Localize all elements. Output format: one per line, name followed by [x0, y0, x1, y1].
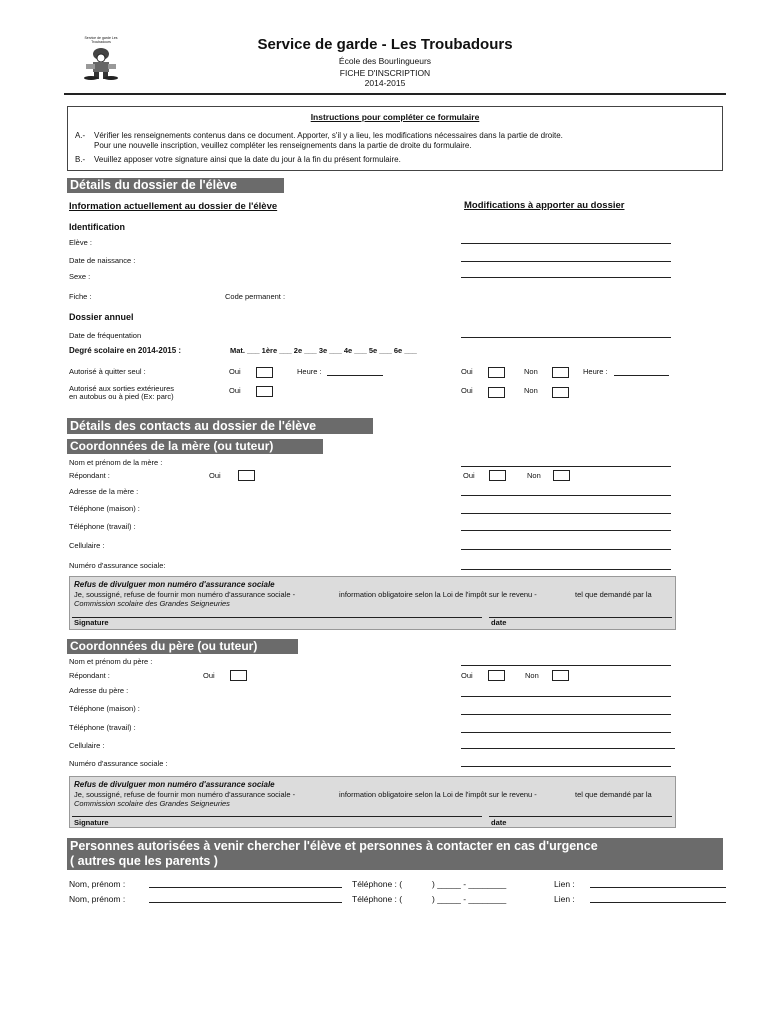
sexe-line[interactable] — [461, 277, 671, 278]
personne1-nom-line[interactable] — [149, 887, 342, 888]
pere-cellulaire-line[interactable] — [461, 748, 675, 749]
pere-band: Coordonnées du père (ou tuteur) — [67, 639, 298, 654]
quitter-label: Autorisé à quitter seul : — [69, 367, 146, 376]
frequentation-label: Date de fréquentation — [69, 331, 142, 340]
pere-nas-line[interactable] — [461, 766, 671, 767]
mere-cellulaire-line[interactable] — [461, 549, 671, 550]
sorties-oui-right-checkbox[interactable] — [488, 387, 505, 398]
pere-oui-checkbox[interactable] — [230, 670, 247, 681]
naissance-label: Date de naissance : — [69, 256, 136, 265]
mere-refus-line1b: information obligatoire selon la Loi de l'impôt sur le revenu - — [339, 590, 537, 599]
quitter-oui-checkbox[interactable] — [256, 367, 273, 378]
pere-non-right-checkbox[interactable] — [552, 670, 569, 681]
mere-tel-maison-label: Téléphone (maison) : — [69, 504, 140, 513]
mere-oui-right-label: Oui — [463, 471, 475, 480]
personne1-nom-label: Nom, prénom : — [69, 879, 126, 889]
sorties-label-2: en autobus ou à pied (Ex: parc) — [69, 392, 174, 401]
pere-tel-maison-label: Téléphone (maison) : — [69, 704, 140, 713]
autorisees-band-line2: ( autres que les parents ) — [70, 854, 218, 868]
pere-refus-title: Refus de divulguer mon numéro d'assurance sociale — [74, 780, 275, 789]
pere-refus-line1c: tel que demandé par la — [575, 790, 652, 799]
mere-repondant-label: Répondant : — [69, 471, 110, 480]
identification-heading: Identification — [69, 222, 125, 232]
quitter-heure-right-label: Heure : — [583, 367, 608, 376]
mere-tel-travail-label: Téléphone (travail) : — [69, 522, 136, 531]
personne2-lien-label: Lien : — [554, 894, 575, 904]
instruction-a-line2: Pour une nouvelle inscription, veuillez compléter les renseignements dans la partie de droite du formulaire. — [94, 141, 472, 150]
personne1-lien-label: Lien : — [554, 879, 575, 889]
pere-date-line[interactable] — [489, 816, 672, 817]
pere-date-label: date — [491, 818, 507, 827]
logo-text: Service de garde Les Troubadours — [84, 36, 118, 44]
mere-cellulaire-label: Cellulaire : — [69, 541, 105, 550]
pere-signature-label: Signature — [74, 818, 109, 827]
quitter-heure-line[interactable] — [327, 375, 383, 376]
mere-signature-label: Signature — [74, 618, 109, 627]
instructions-title: Instructions pour compléter ce formulaire — [310, 112, 480, 122]
logo — [78, 36, 124, 80]
pere-nom-label: Nom et prénom du père : — [69, 657, 153, 666]
mere-oui-right-checkbox[interactable] — [489, 470, 506, 481]
current-info-heading: Information actuellement au dossier de l'élève — [69, 201, 278, 212]
autorisees-band — [67, 838, 723, 870]
school-name: École des Bourlingueurs — [338, 56, 432, 66]
mere-oui-checkbox[interactable] — [238, 470, 255, 481]
mere-signature-line[interactable] — [72, 617, 482, 618]
pere-adresse-line[interactable] — [461, 696, 671, 697]
header-rule — [64, 93, 726, 95]
instruction-a-marker: A.- — [75, 131, 86, 140]
mere-adresse-line[interactable] — [461, 495, 671, 496]
sorties-label-1: Autorisé aux sorties extérieures — [69, 384, 175, 393]
mere-tel-maison-line[interactable] — [461, 513, 671, 514]
modifications-heading: Modifications à apporter au dossier — [464, 200, 625, 211]
contacts-section-band: Détails des contacts au dossier de l'élève — [67, 418, 373, 434]
form-year: 2014-2015 — [364, 78, 406, 88]
mere-date-label: date — [491, 618, 507, 627]
mere-nom-label: Nom et prénom de la mère : — [69, 458, 163, 467]
sorties-non-right-checkbox[interactable] — [552, 387, 569, 398]
pere-tel-travail-line[interactable] — [461, 732, 671, 733]
code-permanent-label: Code permanent : — [225, 292, 286, 301]
instruction-a-line1: Vérifier les renseignements contenus dans ce document. Apporter, s'il y a lieu, les modifications nécessaires dans la partie de droite. — [94, 131, 563, 140]
personne1-lien-line[interactable] — [590, 887, 726, 888]
mere-date-line[interactable] — [489, 617, 672, 618]
dossier-annuel-heading: Dossier annuel — [69, 312, 134, 322]
mere-oui-label: Oui — [209, 471, 221, 480]
degre-label: Degré scolaire en 2014-2015 : — [69, 346, 182, 355]
page-title: Service de garde - Les Troubadours — [257, 36, 513, 53]
quitter-oui-right-checkbox[interactable] — [488, 367, 505, 378]
mere-tel-travail-line[interactable] — [461, 530, 671, 531]
mere-adresse-label: Adresse de la mère : — [69, 487, 139, 496]
mere-nom-line[interactable] — [461, 466, 671, 467]
pere-refus-line1a: Je, soussigné, refuse de fournir mon numéro d'assurance sociale - — [74, 790, 296, 799]
troubadour-icon — [78, 46, 124, 80]
mere-refus-line1c: tel que demandé par la — [575, 590, 652, 599]
personne1-tel-field[interactable]: ) _____ - ________ — [432, 879, 507, 889]
mere-refus-title: Refus de divulguer mon numéro d'assurance sociale — [74, 580, 275, 589]
pere-refus-line2: Commission scolaire des Grandes Seigneuries — [74, 799, 230, 808]
quitter-non-right-label: Non — [524, 367, 538, 376]
pere-nom-line[interactable] — [461, 665, 671, 666]
fiche-label: Fiche : — [69, 292, 92, 301]
pere-oui-label: Oui — [203, 671, 215, 680]
student-section-band: Détails du dossier de l'élève — [67, 178, 284, 193]
personne2-lien-line[interactable] — [590, 902, 726, 903]
sorties-oui-checkbox[interactable] — [256, 386, 273, 397]
pere-refus-line1b: information obligatoire selon la Loi de l'impôt sur le revenu - — [339, 790, 537, 799]
pere-tel-travail-label: Téléphone (travail) : — [69, 723, 136, 732]
personne2-nom-line[interactable] — [149, 902, 342, 903]
quitter-heure-label: Heure : — [297, 367, 322, 376]
mere-nas-label: Numéro d'assurance sociale: — [69, 561, 166, 570]
mere-non-right-checkbox[interactable] — [553, 470, 570, 481]
personne1-tel-label: Téléphone : ( — [352, 879, 403, 889]
mere-band: Coordonnées de la mère (ou tuteur) — [67, 439, 323, 454]
pere-adresse-label: Adresse du père : — [69, 686, 129, 695]
sorties-oui-label: Oui — [229, 386, 241, 395]
degre-options[interactable]: Mat. ___ 1ère ___ 2e ___ 3e ___ 4e ___ 5e ___ 6e ___ — [230, 346, 417, 355]
form-name: FICHE D'INSCRIPTION — [339, 68, 431, 78]
mere-refus-line1a: Je, soussigné, refuse de fournir mon numéro d'assurance sociale - — [74, 590, 296, 599]
sexe-label: Sexe : — [69, 272, 91, 281]
personne2-tel-label: Téléphone : ( — [352, 894, 403, 904]
pere-tel-maison-line[interactable] — [461, 714, 671, 715]
sorties-oui-right-label: Oui — [461, 386, 473, 395]
personne2-nom-label: Nom, prénom : — [69, 894, 126, 904]
pere-non-right-label: Non — [525, 671, 539, 680]
frequentation-line[interactable] — [461, 337, 671, 338]
pere-oui-right-label: Oui — [461, 671, 473, 680]
mere-refus-line2: Commission scolaire des Grandes Seigneuries — [74, 599, 230, 608]
instruction-b-marker: B.- — [75, 155, 86, 164]
sorties-non-right-label: Non — [524, 386, 538, 395]
pere-oui-right-checkbox[interactable] — [488, 670, 505, 681]
eleve-line[interactable] — [461, 243, 671, 244]
mere-non-right-label: Non — [527, 471, 541, 480]
instruction-b-line: Veuillez apposer votre signature ainsi que la date du jour à la fin du présent formulaire. — [94, 155, 401, 164]
pere-cellulaire-label: Cellulaire : — [69, 741, 105, 750]
eleve-label: Elève : — [69, 238, 92, 247]
quitter-oui-right-label: Oui — [461, 367, 473, 376]
quitter-non-right-checkbox[interactable] — [552, 367, 569, 378]
pere-repondant-label: Répondant : — [69, 671, 110, 680]
pere-nas-label: Numéro d'assurance sociale : — [69, 759, 168, 768]
mere-nas-line[interactable] — [461, 569, 671, 570]
naissance-line[interactable] — [461, 261, 671, 262]
pere-signature-line[interactable] — [72, 816, 482, 817]
autorisees-band-line1: Personnes autorisées à venir chercher l'élève et personnes à contacter en cas d'urgence — [70, 839, 598, 853]
quitter-heure-right-line[interactable] — [614, 375, 669, 376]
personne2-tel-field[interactable]: ) _____ - ________ — [432, 894, 507, 904]
quitter-oui-label: Oui — [229, 367, 241, 376]
